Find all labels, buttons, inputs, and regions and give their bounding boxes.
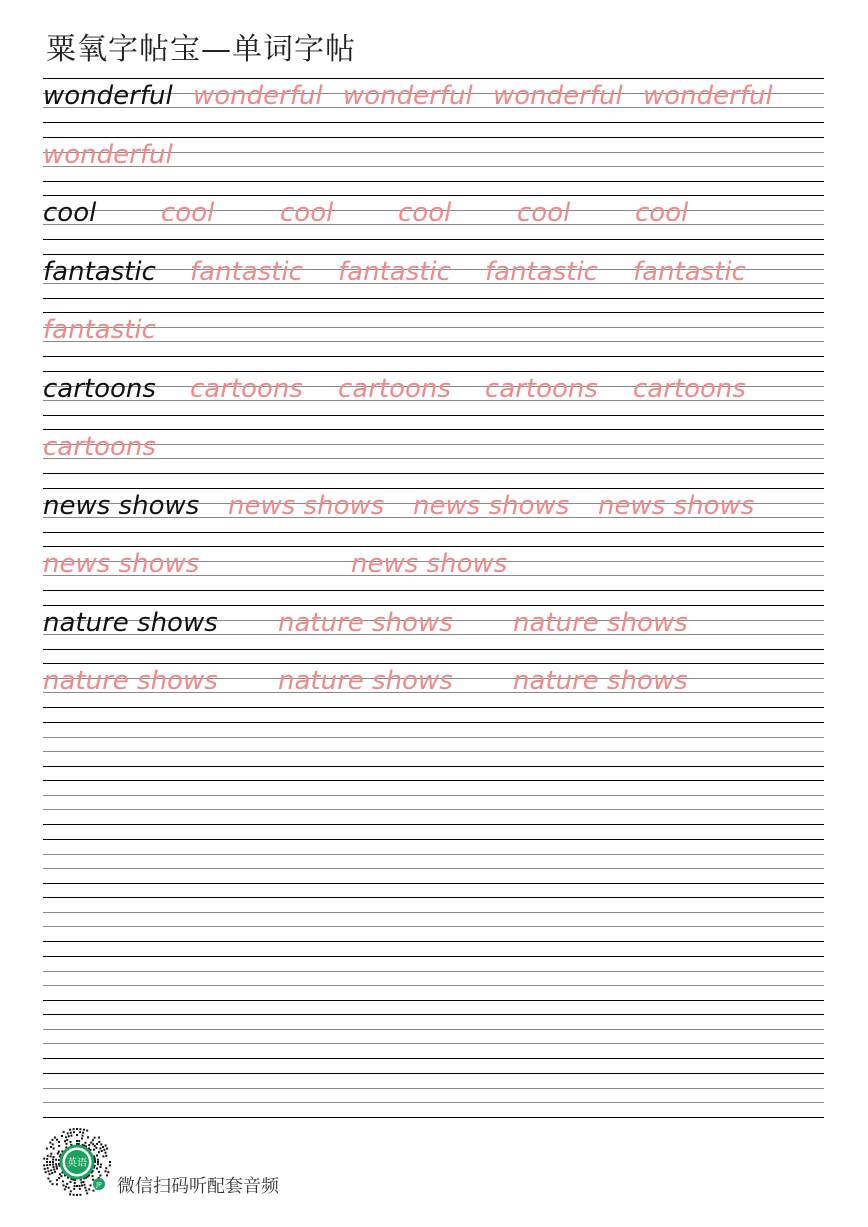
rule-line [43,1058,824,1059]
qr-module [66,1143,68,1145]
qr-module [65,1186,67,1188]
qr-module [73,1131,75,1133]
qr-module [54,1137,56,1139]
qr-module [73,1128,75,1130]
qr-module [85,1142,87,1144]
rule-line [43,897,824,898]
tracing-word: news shows [228,490,385,521]
qr-module [69,1193,71,1195]
qr-module [44,1168,46,1170]
tracing-word: cartoons [633,373,746,404]
tracing-word: fantastic [338,256,451,287]
tracing-word: cartoons [485,373,598,404]
qr-module [105,1170,107,1172]
qr-module [94,1137,96,1139]
writing-row [43,312,824,356]
qr-module [100,1164,102,1166]
tracing-word: fantastic [633,256,746,287]
rule-line [43,546,824,547]
qr-module [87,1136,89,1138]
qr-module [58,1141,60,1143]
qr-module [102,1146,104,1148]
rule-line [43,298,824,299]
qr-module [85,1190,87,1192]
qr-badge-label: 英语 [67,1158,87,1169]
qr-module [92,1175,94,1177]
model-word: cartoons [43,373,156,404]
tracing-word: cartoons [43,432,156,462]
qr-module [46,1164,48,1166]
tracing-word: cool [280,198,334,228]
tracing-word: cool [517,198,571,228]
qr-module [83,1181,85,1183]
guide-line [43,809,824,810]
qr-module [45,1171,47,1173]
qr-module [93,1149,95,1151]
qr-module [96,1168,98,1170]
guide-line [43,854,824,855]
guide-line [43,341,824,342]
rule-line [43,663,824,664]
rule-line [43,766,824,767]
qr-module [81,1185,83,1187]
qr-module [90,1142,92,1144]
qr-module [73,1188,75,1190]
tracing-word: wonderful [43,139,173,170]
rule-line [43,429,824,430]
qr-module [100,1143,102,1145]
writing-row [43,722,824,766]
qr-module [76,1134,78,1136]
tracing-word: news shows [43,549,200,579]
qr-module [74,1185,76,1187]
qr-module [96,1143,98,1145]
qr-module [73,1194,75,1196]
tracing-word: nature shows [513,666,688,696]
tracing-word: wonderful [193,81,323,111]
qr-module [43,1158,45,1160]
qr-module [60,1175,62,1177]
model-word: fantastic [43,256,156,287]
tracing-word: wonderful [343,81,473,111]
qr-module [105,1155,107,1157]
writing-row [43,137,824,181]
qr-module [53,1148,55,1150]
writing-row [43,429,824,473]
qr-module [105,1152,107,1154]
qr-module [105,1167,107,1169]
qr-module [88,1188,90,1190]
qr-module [59,1173,61,1175]
writing-row [43,663,824,707]
qr-module [78,1140,80,1142]
rule-line [43,1014,824,1015]
rule-line [43,195,824,196]
rule-line [43,488,824,489]
qr-module [95,1147,97,1149]
qr-module [94,1145,96,1147]
tracing-word: news shows [598,490,755,521]
tracing-word: nature shows [278,666,453,696]
qr-module [43,1164,45,1166]
tracing-word: wonderful [493,81,623,111]
footer [41,1126,341,1198]
rule-line [43,590,824,591]
qr-module [86,1130,88,1132]
qr-module [70,1190,72,1192]
qr-code[interactable] [41,1126,113,1198]
qr-module [58,1177,60,1179]
qr-module [102,1155,104,1157]
guide-line [43,327,824,328]
guide-line [43,444,824,445]
writing-row [43,195,824,239]
qr-module [49,1180,51,1182]
qr-module [76,1128,78,1130]
guide-line [43,868,824,869]
qr-module [97,1159,99,1161]
tracing-word: cool [635,198,689,228]
qr-module [53,1156,55,1158]
rule-line [43,824,824,825]
qr-module [56,1179,58,1181]
qr-module [107,1171,109,1173]
qr-module [98,1141,100,1143]
model-word: cool [43,198,97,228]
qr-module [49,1173,51,1175]
writing-row [43,839,824,883]
rule-line [43,839,824,840]
qr-module [101,1150,103,1152]
qr-module [99,1175,101,1177]
qr-module [49,1142,51,1144]
writing-row [43,546,824,590]
qr-module [97,1161,99,1163]
rule-line [43,181,824,182]
rule-line [43,239,824,240]
qr-module [68,1135,70,1137]
qr-module [83,1184,85,1186]
tracing-word: fantastic [485,256,598,287]
guide-line [43,737,824,738]
qr-module [70,1135,72,1137]
qr-module [64,1140,66,1142]
qr-module [47,1178,49,1180]
tracing-word: fantastic [190,256,303,287]
rule-line [43,137,824,138]
footer-instruction: 微信扫码听配套音频 [117,1176,279,1197]
qr-module [50,1155,52,1157]
qr-module [65,1136,67,1138]
writing-row [43,1073,824,1117]
qr-module [74,1182,76,1184]
qr-module [92,1143,94,1145]
rule-line [43,122,824,123]
qr-module [47,1155,49,1157]
qr-module [83,1129,85,1131]
guide-line [43,1088,824,1089]
tracing-word: cartoons [190,373,303,404]
qr-module [50,1146,52,1148]
qr-module [93,1190,95,1192]
writing-row [43,897,824,941]
rule-line [43,941,824,942]
rule-line [43,78,824,79]
tracing-word: cartoons [338,373,451,404]
qr-module [98,1137,100,1139]
page-title: 粟氧字帖宝—单词字帖 [46,32,356,67]
rule-line [43,649,824,650]
qr-module [109,1161,111,1163]
tracing-word: nature shows [278,607,453,638]
qr-module [92,1179,94,1181]
qr-module [81,1138,83,1140]
qr-module [61,1135,63,1137]
qr-module [69,1129,71,1131]
qr-module [106,1148,108,1150]
qr-module [66,1183,68,1185]
qr-module [105,1145,107,1147]
rule-line [43,1073,824,1074]
qr-module [50,1153,52,1155]
rule-line [43,605,824,606]
qr-module [55,1159,57,1161]
qr-module [56,1139,58,1141]
qr-module [98,1171,100,1173]
qr-module [64,1188,66,1190]
qr-module [76,1194,78,1196]
qr-module [76,1185,78,1187]
qr-module [70,1132,72,1134]
writing-row [43,956,824,1000]
qr-module [58,1145,60,1147]
qr-module [79,1188,81,1190]
qr-module [103,1149,105,1151]
qr-module [66,1139,68,1141]
qr-module [52,1159,54,1161]
tracing-word: wonderful [643,81,773,111]
rule-line [43,532,824,533]
qr-module [52,1139,54,1141]
qr-module [63,1131,65,1133]
qr-module [79,1128,81,1130]
guide-line [43,458,824,459]
qr-module [50,1169,52,1171]
qr-module [70,1181,72,1183]
qr-module [79,1185,81,1187]
qr-module [52,1183,54,1185]
writing-row [43,78,824,122]
qr-module [82,1135,84,1137]
qr-module [92,1139,94,1141]
qr-module [47,1167,49,1169]
qr-module [84,1187,86,1189]
writing-row [43,488,824,532]
guide-line [43,985,824,986]
qr-module [46,1158,48,1160]
rule-line [43,356,824,357]
writing-row [43,780,824,824]
qr-module [79,1131,81,1133]
qr-module [76,1140,78,1142]
rule-line [43,371,824,372]
rule-line [43,707,824,708]
rule-line [43,312,824,313]
model-word: wonderful [43,81,173,111]
qr-module [98,1151,100,1153]
qr-module [52,1161,54,1163]
qr-module [90,1184,92,1186]
rule-line [43,1117,824,1118]
rule-line [43,722,824,723]
qr-module [57,1153,59,1155]
qr-module [52,1164,54,1166]
qr-module [46,1161,48,1163]
qr-module [56,1165,58,1167]
rule-line [43,415,824,416]
qr-module [54,1171,56,1173]
tracing-word: fantastic [43,315,156,345]
rule-line [43,780,824,781]
qr-module [99,1148,101,1150]
qr-module [63,1184,65,1186]
qr-module [100,1166,102,1168]
qr-module [52,1143,54,1145]
rule-line [43,956,824,957]
qr-module [96,1155,98,1157]
guide-line [43,1043,824,1044]
qr-module [109,1164,111,1166]
writing-row [43,1014,824,1058]
model-word: news shows [43,490,200,521]
qr-module [62,1180,64,1182]
qr-module [58,1151,60,1153]
guide-line [43,1102,824,1103]
qr-corner-badge-label: JP [96,1181,102,1189]
qr-module [86,1192,88,1194]
guide-line [43,795,824,796]
guide-line [43,971,824,972]
qr-module [79,1194,81,1196]
qr-module [88,1144,90,1146]
qr-module [55,1163,57,1165]
tracing-word: news shows [351,549,508,579]
qr-module [46,1148,48,1150]
qr-module [49,1164,51,1166]
qr-module [49,1161,51,1163]
qr-module [56,1168,58,1170]
qr-module [53,1166,55,1168]
tracing-word: news shows [413,490,570,521]
qr-module [106,1174,108,1176]
writing-row [43,605,824,649]
qr-module [97,1163,99,1165]
tracing-word: cool [398,198,452,228]
qr-module [82,1132,84,1134]
qr-module [56,1183,58,1185]
guide-line [43,926,824,927]
guide-line [43,1029,824,1030]
qr-module [67,1133,69,1135]
qr-module [68,1187,70,1189]
rule-line [43,1000,824,1001]
tracing-word: cool [161,198,215,228]
writing-row [43,254,824,298]
writing-row [43,371,824,415]
rule-line [43,883,824,884]
handwriting-grid [43,0,824,1227]
guide-line [43,751,824,752]
qr-module [53,1168,55,1170]
model-word: nature shows [43,607,218,638]
guide-line [43,912,824,913]
tracing-word: nature shows [43,666,218,696]
qr-module [80,1182,82,1184]
rule-line [43,473,824,474]
rule-line [43,254,824,255]
qr-module [48,1170,50,1172]
qr-module [51,1172,53,1174]
qr-module [70,1141,72,1143]
tracing-word: nature shows [513,607,688,638]
